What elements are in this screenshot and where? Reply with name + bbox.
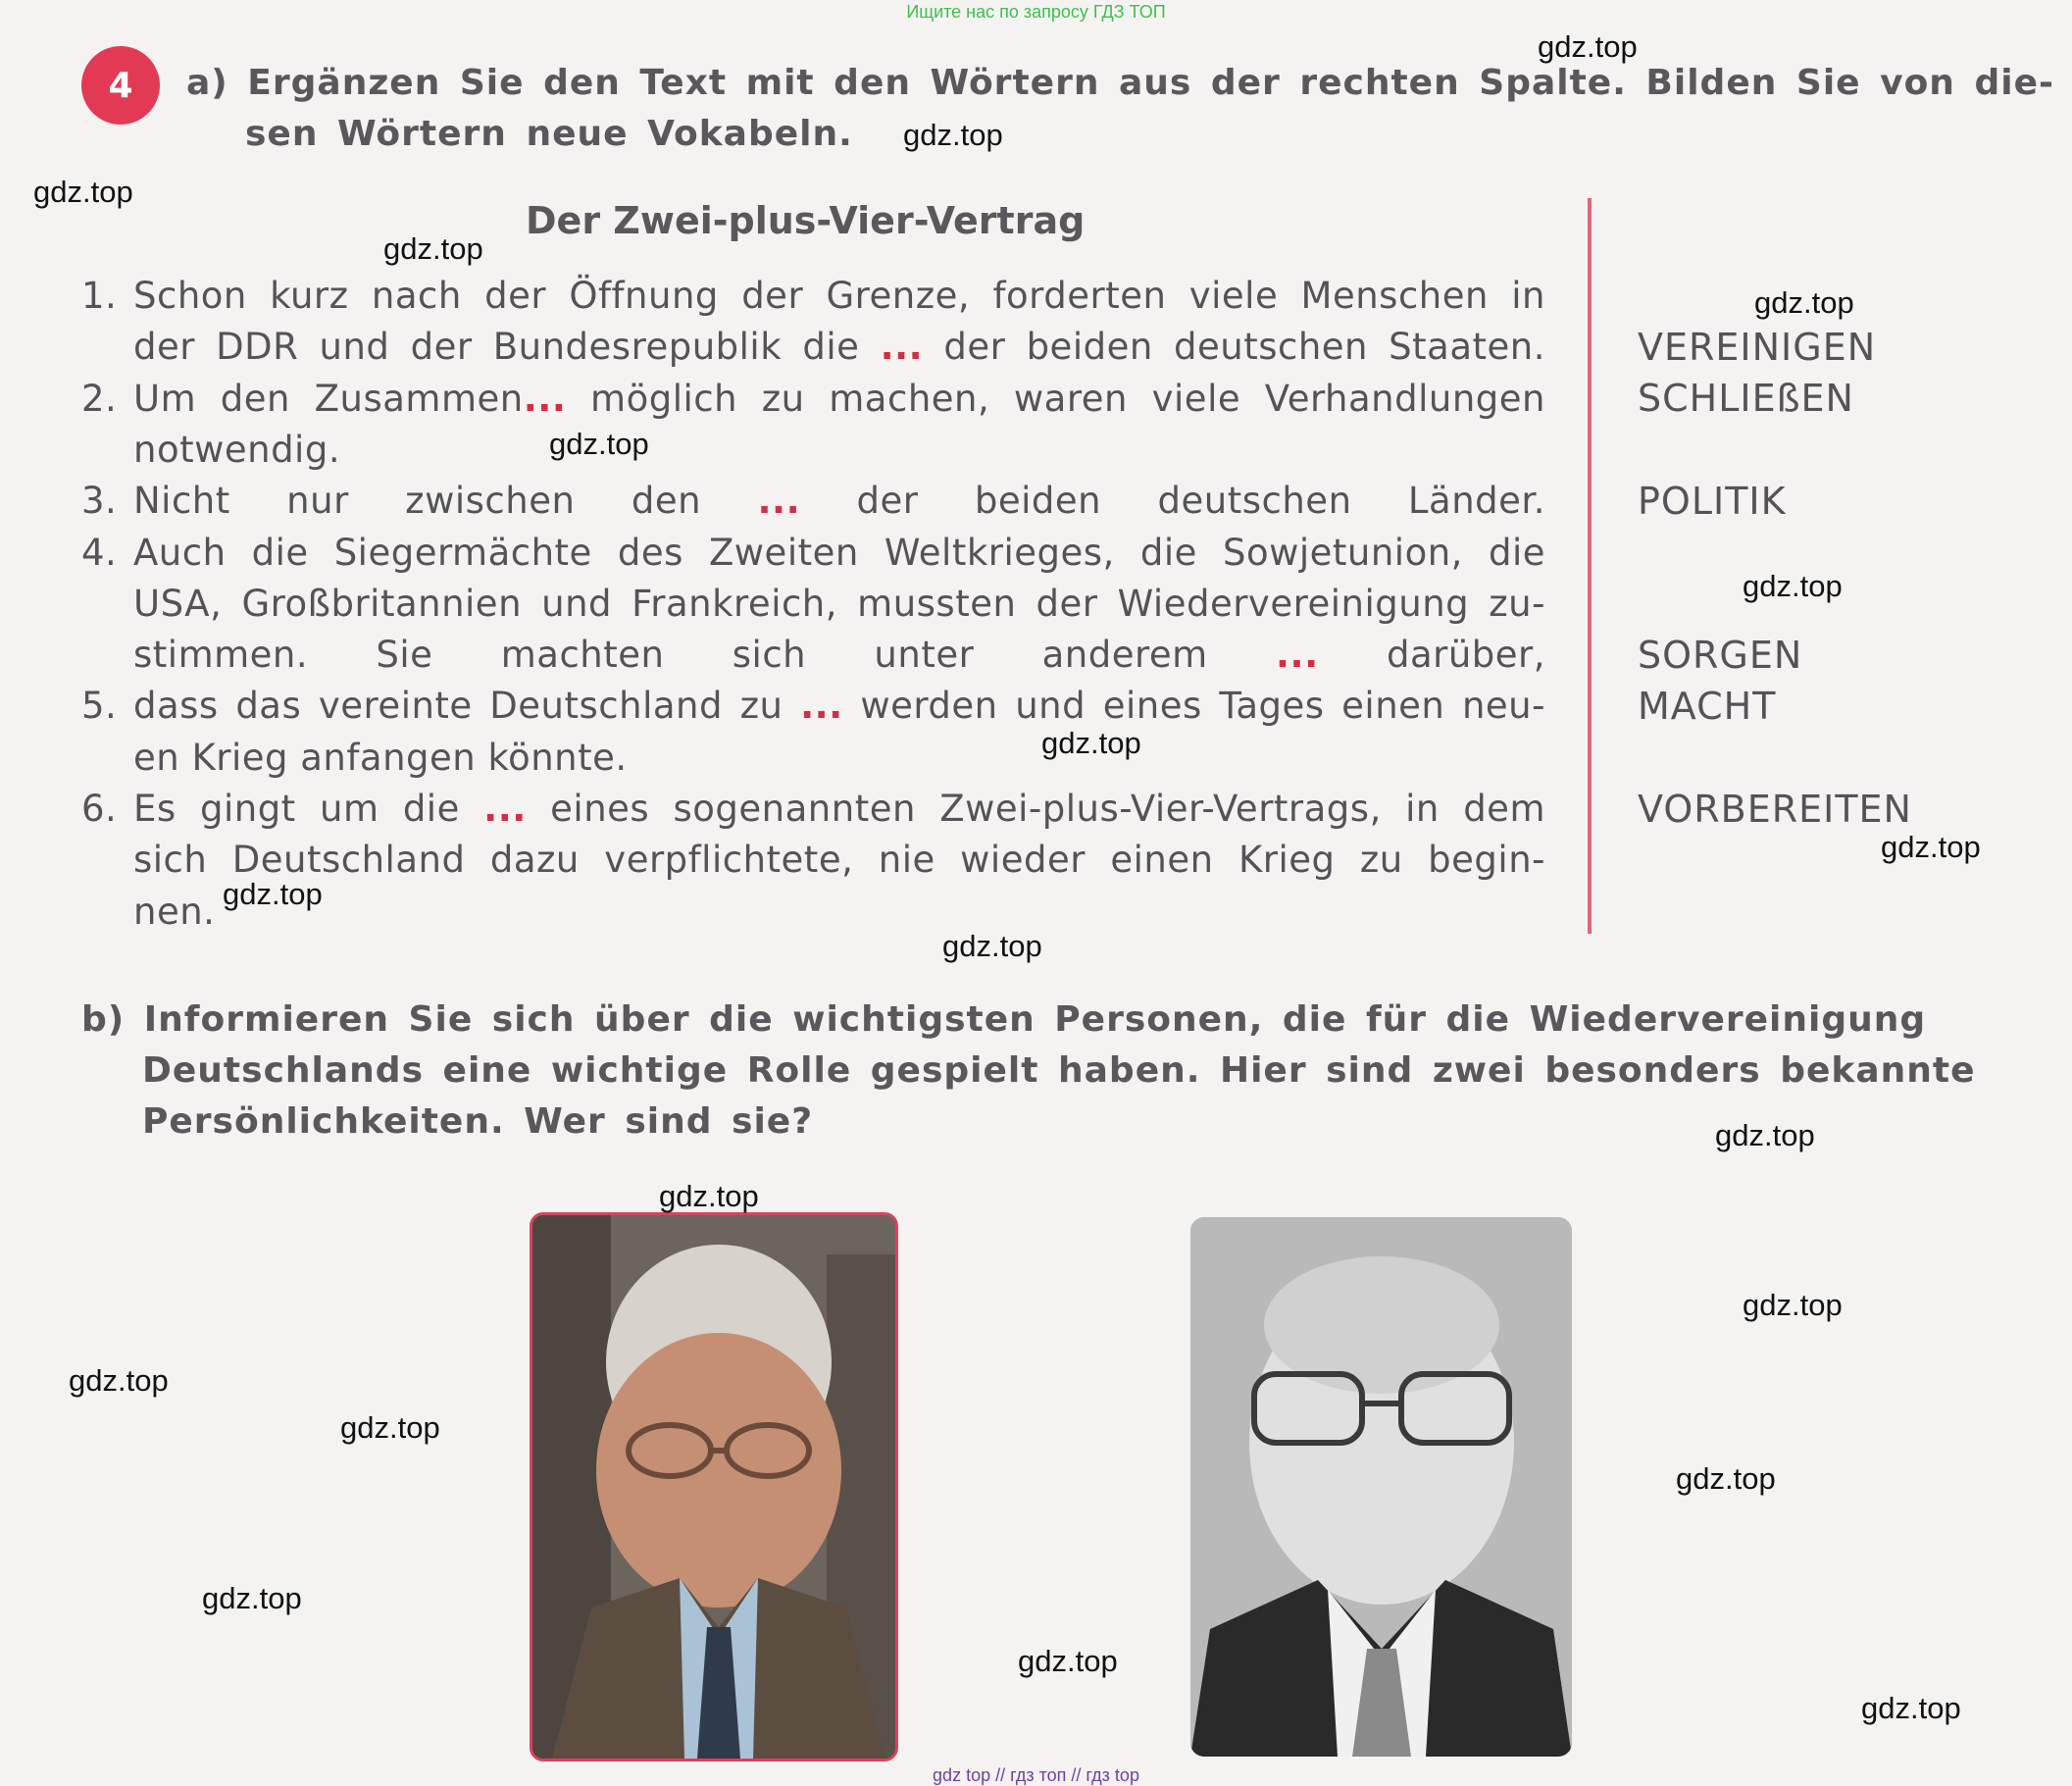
text-segment: darüber, bbox=[1318, 634, 1545, 677]
item-text-line bbox=[133, 839, 1545, 881]
item-text-line bbox=[133, 275, 1545, 317]
footer-credits: gdz top // гдз топ // гдз top bbox=[933, 1765, 1139, 1785]
word-macht: MACHT bbox=[1638, 685, 1777, 728]
text-segment: werden und eines Tages einen neu- bbox=[842, 685, 1545, 728]
portrait-1-illustration bbox=[532, 1215, 895, 1759]
portrait-2-illustration bbox=[1190, 1217, 1572, 1757]
item-number: 4. bbox=[81, 531, 118, 574]
watermark: gdz.top bbox=[549, 427, 649, 461]
text-segment: dass das vereinte Deutschland zu bbox=[133, 685, 801, 728]
top-banner: Ищите нас по запросу ГДЗ ТОП bbox=[906, 2, 1166, 22]
watermark: gdz.top bbox=[69, 1363, 169, 1398]
watermark: gdz.top bbox=[1715, 1118, 1815, 1152]
text-segment: der DDR und der Bundesrepublik die bbox=[133, 326, 881, 369]
blank-dots: ... bbox=[880, 326, 924, 369]
word-sorgen: SORGEN bbox=[1638, 634, 1803, 677]
text-segment: Auch die Siegermächte des Zweiten Weltkrieges, die Sowjetunion, die bbox=[133, 531, 1545, 574]
watermark: gdz.top bbox=[202, 1581, 302, 1615]
watermark: gdz.top bbox=[942, 929, 1042, 963]
item-text-line bbox=[133, 583, 1545, 625]
text-segment: stimmen. Sie machten sich unter anderem bbox=[133, 634, 1276, 677]
watermark: gdz.top bbox=[659, 1179, 759, 1213]
watermark: gdz.top bbox=[1018, 1644, 1118, 1678]
text-segment: sich Deutschland dazu verpflichtete, nie wieder einen Krieg zu begin- bbox=[133, 839, 1545, 882]
part-a-label: a) bbox=[186, 63, 228, 103]
watermark: gdz.top bbox=[1041, 726, 1141, 760]
exercise-number-badge: 4 bbox=[81, 46, 160, 125]
item-text-line bbox=[133, 532, 1545, 574]
blank-dots: ... bbox=[1275, 634, 1319, 677]
part-b-instruction-line1 bbox=[81, 999, 1926, 1040]
item-text-line bbox=[133, 378, 1545, 420]
watermark: gdz.top bbox=[1743, 1288, 1843, 1322]
item-number: 5. bbox=[81, 685, 118, 728]
portrait-photo-1 bbox=[530, 1212, 898, 1761]
column-divider bbox=[1588, 198, 1592, 934]
text-segment: nen. bbox=[133, 890, 216, 933]
item-text-line bbox=[133, 480, 1545, 522]
item-text-line bbox=[133, 429, 1545, 471]
text-segment: der beiden deutschen Staaten. bbox=[923, 326, 1545, 369]
word-schliessen: SCHLIEßEN bbox=[1638, 377, 1854, 420]
item-number: 2. bbox=[81, 377, 118, 420]
watermark: gdz.top bbox=[903, 118, 1003, 152]
word-vereinigen: VEREINIGEN bbox=[1638, 326, 1877, 369]
text-segment: möglich zu machen, waren viele Verhandlungen bbox=[566, 377, 1545, 420]
blank-dots: ... bbox=[483, 788, 527, 830]
item-text-line bbox=[133, 737, 1545, 779]
item-number: 3. bbox=[81, 480, 118, 523]
watermark: gdz.top bbox=[1861, 1691, 1961, 1725]
word-politik: POLITIK bbox=[1638, 480, 1787, 523]
watermark: gdz.top bbox=[383, 231, 483, 266]
text-segment: Nicht nur zwischen den bbox=[133, 480, 758, 523]
item-text-line bbox=[133, 634, 1545, 676]
text-segment: Um den Zusammen bbox=[133, 377, 524, 420]
watermark: gdz.top bbox=[33, 175, 133, 209]
item-text-line bbox=[133, 891, 1545, 933]
text-title: Der Zwei-plus-Vier-Vertrag bbox=[526, 199, 1086, 242]
text-segment: en Krieg anfangen könnte. bbox=[133, 736, 628, 779]
part-b-text-line1: Informieren Sie sich über die wichtigsten Personen, die für die Wiedervereinigung bbox=[143, 999, 1927, 1040]
portrait-photo-2 bbox=[1190, 1217, 1572, 1757]
watermark: gdz.top bbox=[1538, 29, 1638, 64]
text-segment: eines sogenannten Zwei-plus-Vier-Vertrags, in dem bbox=[526, 788, 1545, 830]
text-segment: der beiden deutschen Länder. bbox=[800, 480, 1545, 523]
blank-dots: ... bbox=[523, 377, 567, 420]
text-segment: notwendig. bbox=[133, 428, 341, 471]
item-number: 6. bbox=[81, 788, 118, 830]
word-vorbereiten: VORBEREITEN bbox=[1638, 788, 1912, 831]
text-segment: USA, Großbritannien und Frankreich, mussten der Wiedervereinigung zu- bbox=[133, 582, 1545, 625]
text-segment: Schon kurz nach der Öffnung der Grenze, forderten viele Menschen in bbox=[133, 275, 1545, 317]
part-b-instruction-line2: Deutschlands eine wichtige Rolle gespielt haben. Hier sind zwei besonders bekannte bbox=[142, 1050, 1976, 1091]
item-number: 1. bbox=[81, 275, 118, 317]
blank-dots: ... bbox=[757, 480, 801, 523]
blank-dots: ... bbox=[800, 685, 843, 728]
part-b-instruction-line3: Persönlichkeiten. Wer sind sie? bbox=[142, 1101, 814, 1142]
watermark: gdz.top bbox=[1754, 285, 1854, 320]
item-text-line bbox=[133, 326, 1545, 368]
part-a-instruction-line2: sen Wörtern neue Vokabeln. bbox=[245, 114, 853, 154]
item-text-line bbox=[133, 685, 1545, 727]
part-b-label: b) bbox=[81, 999, 126, 1040]
watermark: gdz.top bbox=[223, 877, 323, 911]
part-a-instruction-line1 bbox=[186, 63, 2054, 103]
item-text-line bbox=[133, 788, 1545, 830]
watermark: gdz.top bbox=[1743, 569, 1843, 603]
text-segment: Es gingt um die bbox=[133, 788, 484, 830]
watermark: gdz.top bbox=[1881, 830, 1981, 864]
part-a-text-line1: Ergänzen Sie den Text mit den Wörtern aus der rechten Spalte. Bilden Sie von die- bbox=[247, 63, 2054, 103]
watermark: gdz.top bbox=[340, 1410, 440, 1445]
watermark: gdz.top bbox=[1676, 1461, 1776, 1496]
